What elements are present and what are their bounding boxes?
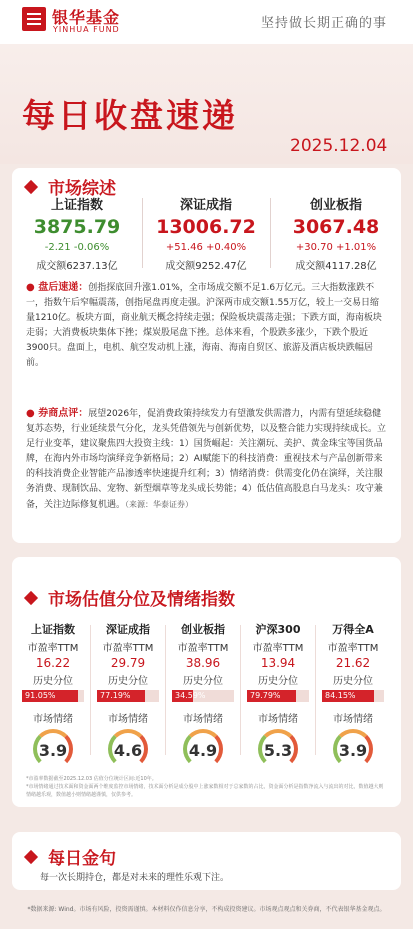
daily-quote-card [12,832,401,890]
quote-header [26,844,116,869]
column-divider [315,625,316,755]
pe-label: 市盈率TTM [27,643,79,654]
valuation-column [168,621,238,763]
index-volume: 成交额4117.28亿 [295,261,377,272]
diamond-icon [24,849,38,863]
note-1: *市盈率数据截至2025.12.03 估值分位统计区间:近10年。 [26,776,157,782]
mood-label: 市场情绪 [333,714,373,725]
index-cyb [276,194,396,272]
view-text: 展望2026年，促消费政策持续发力有望激发供需潜力，内需有望延续稳健复苏态势，行业延续景气分化，龙头凭借领先与创新优势，以及整合能力实现持续成长。立足行业变革，建议聚焦四大投资主线：1）国货崛起：关注潮玩、美护、黄金珠宝等国货品牌，在海内外市场均演绎竞争新格局；2）AI赋能下的科技消费：重视技术与产品创新带来的科技消费企业智能产品渗透率快速提升红利；3）情绪消费：供需变化仍在演绎，关注服务消费、现制饮品、宠物、新型烟草等龙头成长势能；4）低估值高股息白马龙头：攻守兼备，关注边际修复机遇。 [26,409,387,510]
index-name: 深证成指 [179,198,232,213]
mood-label: 市场情绪 [258,714,298,725]
pe-label: 市盈率TTM [102,643,154,654]
valuation-column [18,621,88,763]
index-change: +51.46 +0.40% [165,242,247,253]
valuation-notes [26,775,388,799]
yinhua-logo-icon [22,7,46,31]
divider [270,198,271,268]
valuation-index-name: 沪深300 [255,623,301,636]
percentile-bar [22,690,84,702]
percentile-bar [172,690,234,702]
hero-banner [0,44,413,164]
recap-lead: ● 盘后速递： [26,282,89,293]
pe-value: 38.96 [185,656,221,670]
pe-value: 16.22 [35,656,71,670]
pe-label: 市盈率TTM [252,643,304,654]
valuation-index-name: 上证指数 [31,623,75,636]
hist-label: 历史分位 [108,676,148,687]
market-recap [26,280,388,371]
percentile-value: 34.59% [175,691,206,700]
percentile-value: 79.79% [250,691,281,700]
quote-title: 每日金句 [48,849,116,869]
column-divider [240,625,241,755]
top-bar [0,0,413,44]
valuation-column [318,621,388,763]
percentile-bar [97,690,159,702]
hist-label: 历史分位 [33,676,73,687]
note-2: *市场情绪通过技术面和资金面两个维度监控市场情绪，技术面分析是成分股中上涨家数相对于总家数的占比，资金面分析是指数净流入与流出的对比，数值越大则情绪越乐观，数值越小则情绪越谨慎，仅供参考。 [26,784,384,798]
mood-value: 4.9 [188,741,218,760]
percentile-value: 91.05% [25,691,56,700]
index-sz [146,194,266,272]
hist-label: 历史分位 [183,676,223,687]
index-volume: 成交额9252.47亿 [165,261,247,272]
sentiment-gauge-icon [33,729,73,763]
footer-disclaimer: *数据来源: Wind。市场有风险，投资需谨慎。本材料仅作信息分享，不构成投资建议。市场观点观点和关券商，不代表银华基金观点。 [27,906,386,913]
mood-label: 市场情绪 [183,714,223,725]
recap-text: 创指探底回升涨1.01%，全市场成交额不足1.6万亿元。三大指数涨跌不一，指数午后窄幅震荡，创指尾盘再度走强。沪深两市成交额1.55万亿，较上一交易日缩量1210亿。板块方面，商业航天概念持续走强；保险板块震荡走强；下跌方面，海南板块走弱；大消费板块集体下挫；煤炭股尾盘下挫。总体来看，个股跌多涨少，下跌个股近3900只。盘面上，电机、航空发动机上涨，海南、海南自贸区、旅游及酒店板块跌幅居前。 [26,283,382,368]
logo-text-en: YINHUA FUND [53,25,120,34]
sentiment-gauge-icon [258,729,298,763]
mood-value: 3.9 [38,741,68,760]
index-value: 3875.79 [33,216,121,238]
valuation-title: 市场估值分位及情绪指数 [48,590,235,610]
percentile-value: 84.15% [325,691,356,700]
valuation-column [243,621,313,763]
valuation-header [26,585,235,610]
valuation-column [93,621,163,763]
valuation-card [12,557,401,807]
view-lead: ● 券商点评： [26,408,89,419]
index-sh [17,194,137,272]
column-divider [90,625,91,755]
pe-value: 13.94 [260,656,296,670]
mood-value: 3.9 [338,741,368,760]
pe-label: 市盈率TTM [177,643,229,654]
sentiment-gauge-icon [333,729,373,763]
hist-label: 历史分位 [333,676,373,687]
market-overview-card [12,168,401,543]
sentiment-gauge-icon [183,729,223,763]
valuation-index-name: 万得全A [332,623,374,636]
hist-label: 历史分位 [258,676,298,687]
percentile-bar [247,690,309,702]
index-name: 创业板指 [309,198,362,213]
percentile-value: 77.19% [100,691,131,700]
index-value: 13006.72 [156,216,256,238]
index-change: +30.70 +1.01% [295,242,377,253]
slogan: 坚持做长期正确的事 [260,16,387,31]
pe-value: 29.79 [110,656,146,670]
diamond-icon [24,179,38,193]
view-source: （来源：华泰证券） [125,500,194,509]
market-overview-title: 市场综述 [48,179,116,199]
sentiment-gauge-icon [108,729,148,763]
index-name: 上证指数 [50,198,103,213]
mood-value: 5.3 [263,741,293,760]
valuation-index-name: 创业板指 [181,623,225,636]
pe-label: 市盈率TTM [327,643,379,654]
mood-value: 4.6 [113,741,143,760]
broker-view [26,406,388,513]
divider [142,198,143,268]
logo-text-cn: 银华基金 [52,8,121,27]
mood-label: 市场情绪 [33,714,73,725]
column-divider [165,625,166,755]
report-date: 2025.12.04 [290,136,388,156]
valuation-index-name: 深证成指 [106,623,150,636]
percentile-bar [322,690,384,702]
index-volume: 成交额6237.13亿 [36,261,118,272]
index-value: 3067.48 [292,216,380,238]
diamond-icon [24,590,38,604]
mood-label: 市场情绪 [108,714,148,725]
pe-value: 21.62 [335,656,371,670]
page-title: 每日收盘速递 [22,96,238,135]
quote-text: 每一次长期持仓，都是对未来的理性乐观下注。 [40,873,230,883]
index-change: -2.21 -0.06% [44,242,110,253]
